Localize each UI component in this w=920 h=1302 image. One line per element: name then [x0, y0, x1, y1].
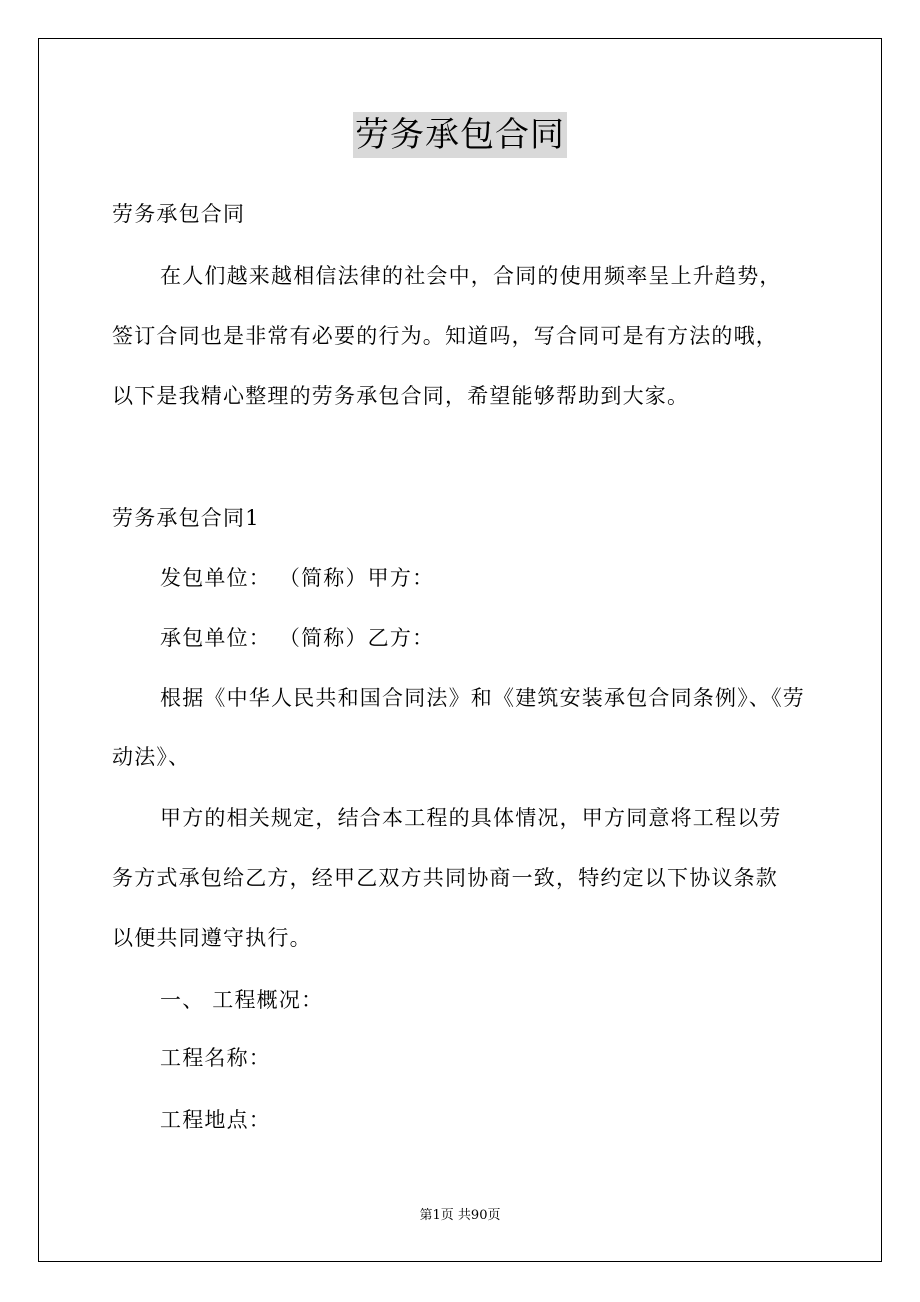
basis-line-1: 根据《中华人民共和国合同法》和《建筑安装承包合同条例》、《劳 [160, 686, 805, 710]
section-heading: 劳务承包合同1 [112, 506, 260, 530]
document-subtitle: 劳务承包合同 [112, 202, 246, 226]
document-title-text: 劳务承包合同 [353, 112, 567, 158]
document-title [0, 112, 920, 158]
agreement-line-2: 务方式承包给乙方，经甲乙双方共同协商一致，特约定以下协议条款 [112, 866, 778, 890]
basis-line-2: 动法》、 [112, 745, 191, 769]
employer-line: 发包单位： （简称）甲方： [160, 566, 435, 590]
project-name-label: 工程名称： [160, 1046, 271, 1070]
intro-line-3: 以下是我精心整理的劳务承包合同，希望能够帮助到大家。 [112, 384, 690, 408]
agreement-line-1: 甲方的相关规定，结合本工程的具体情况，甲方同意将工程以劳 [160, 806, 782, 830]
clause-heading: 一、 工程概况： [160, 988, 324, 1012]
project-location-label: 工程地点： [160, 1108, 271, 1132]
page-footer: 第1页 共90页 [419, 1208, 501, 1223]
intro-line-1: 在人们越来越相信法律的社会中，合同的使用频率呈上升趋势， [160, 264, 782, 288]
agreement-line-3: 以便共同遵守执行。 [112, 926, 312, 950]
contractor-line: 承包单位： （简称）乙方： [160, 626, 435, 650]
intro-line-2: 签订合同也是非常有必要的行为。知道吗，写合同可是有方法的哦， [112, 324, 778, 348]
